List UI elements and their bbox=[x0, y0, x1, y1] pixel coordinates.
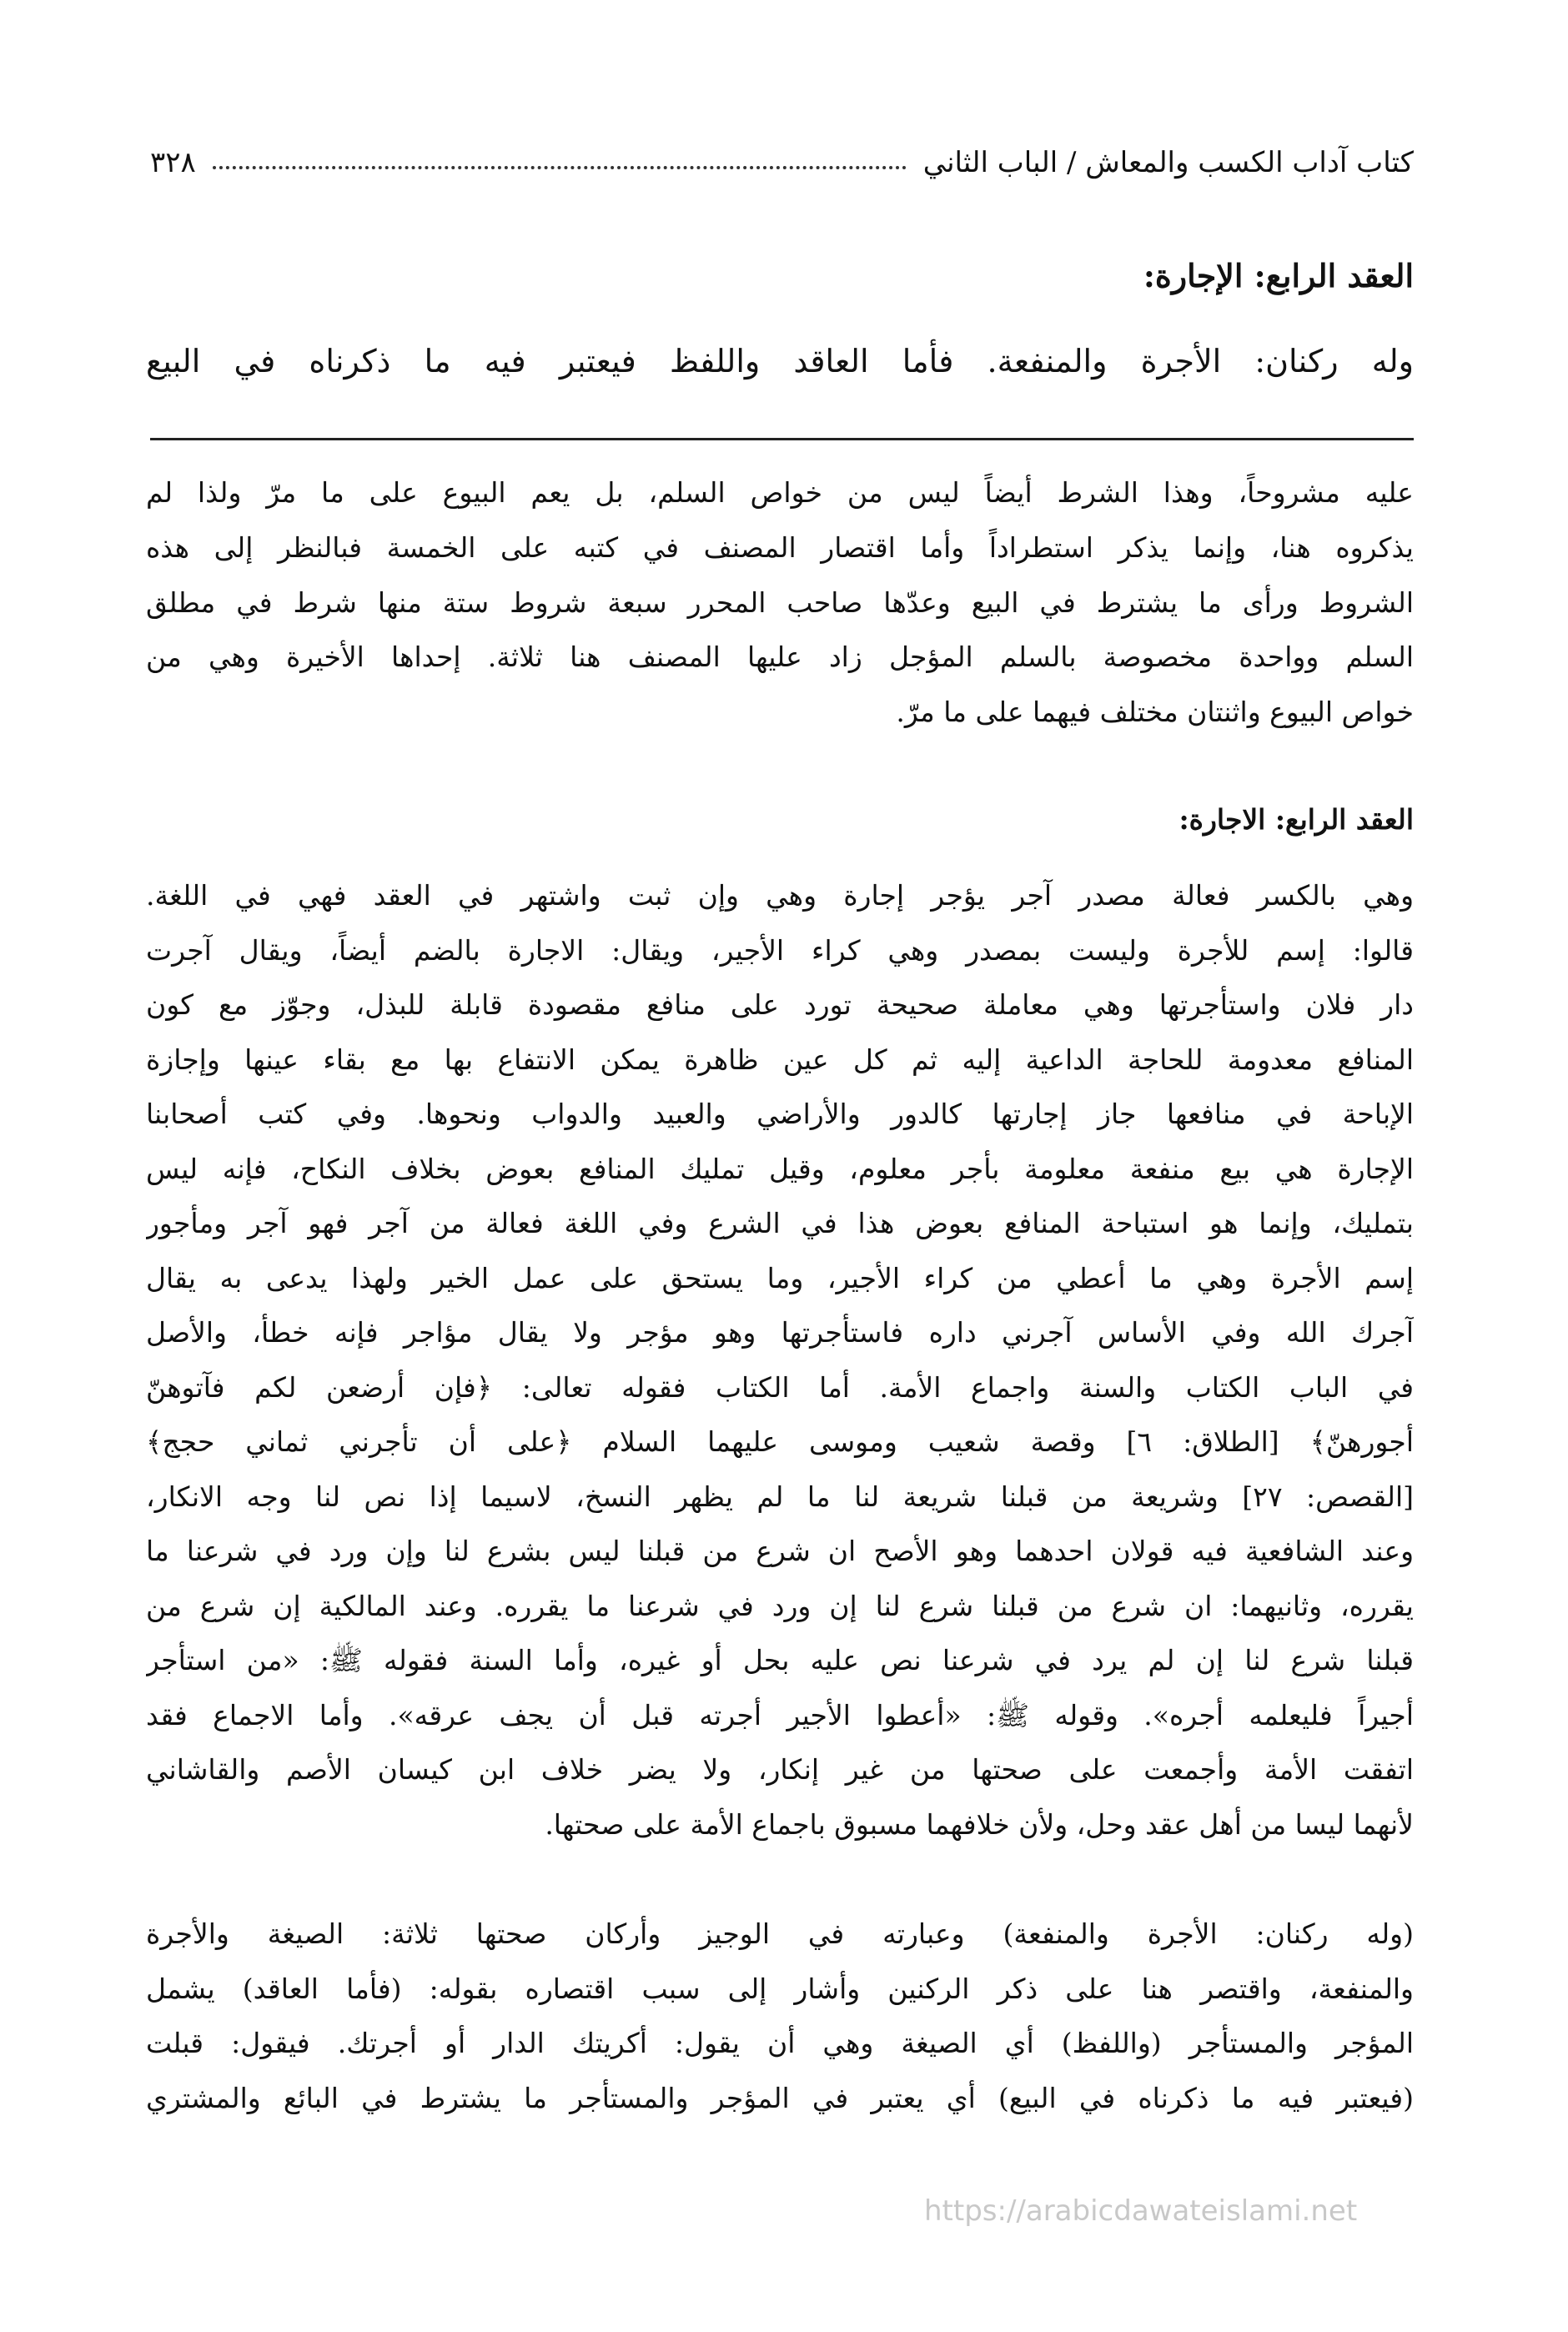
commentary-line: الإجارة هي بيع منفعة معلومة بأجر معلوم، وقيل تمليك المنافع بعوض بخلاف النكاح، فإنه ليس bbox=[146, 1153, 1414, 1185]
commentary-line: السلم وواحدة مخصوصة بالسلم المؤجل زاد عليها المصنف هنا ثلاثة. إحداها الأخيرة وهي من bbox=[146, 641, 1414, 673]
commentary-line: يقرره، وثانيهما: ان شرع من قبلنا شرع لنا إن ورد في شرعنا ما يقرره. وعند المالكية إن شرع من bbox=[146, 1590, 1414, 1622]
running-title: كتاب آداب الكسب والمعاش / الباب الثاني bbox=[922, 146, 1414, 179]
commentary-line: المنافع معدومة للحاجة الداعية إليه ثم كل عين ظاهرة يمكن الانتفاع بها مع بقاء عينها وإجازة bbox=[146, 1043, 1414, 1076]
commentary-line: وهي بالكسر فعالة مصدر آجر يؤجر إجارة وهي وإن ثبت واشتهر في العقد فهي في اللغة. bbox=[146, 879, 1414, 912]
commentary-line: [القصص: ٢٧] وشريعة من قبلنا شريعة لنا ما لم يظهر النسخ، لاسيما إذا نص لنا وجه الانكار، bbox=[146, 1480, 1414, 1513]
commentary-line: أجيراً فليعلمه أجره». وقوله ﷺ: «أعطوا الأجير أجرته قبل أن يجف عرقه». وأما الاجماع فقد bbox=[146, 1699, 1414, 1731]
commentary-line: عليه مشروحاً، وهذا الشرط أيضاً ليس من خواص السلم، بل يعم البيوع على ما مرّ ولذا لم bbox=[146, 476, 1414, 509]
running-header bbox=[150, 138, 1414, 188]
commentary-line: والمنفعة، واقتصر هنا على ذكر الركنين وأشار إلى سبب اقتصاره بقوله: (فأما العاقد) يشمل bbox=[146, 1973, 1414, 2005]
commentary-line: يذكروه هنا، وإنما يذكر استطراداً وأما اقتصار المصنف في كتبه على الخمسة فبالنظر إلى هذه bbox=[146, 531, 1414, 564]
commentary-line: المؤجر والمستأجر (واللفظ) أي الصيغة وهي أن يقول: أكريتك الدار أو أجرتك. فيقول: قبلت bbox=[146, 2027, 1414, 2059]
footnote-divider bbox=[150, 438, 1414, 440]
commentary-line: أجورهنّ﴾ [الطلاق: ٦] وقصة شعيب وموسى عليهما السلام ﴿على أن تأجرني ثماني حجج﴾ bbox=[146, 1425, 1414, 1458]
commentary-line: (فيعتبر فيه ما ذكرناه في البيع) أي يعتبر في المؤجر والمستأجر ما يشترط في البائع والمشتري bbox=[146, 2082, 1414, 2114]
watermark-url: https://arabicdawateislami.net bbox=[924, 2194, 1358, 2228]
commentary-line: في الباب الكتاب والسنة واجماع الأمة. أما الكتاب فقوله تعالى: ﴿فإن أرضعن لكم فآتوهنّ bbox=[146, 1371, 1414, 1404]
main-text-line: وله ركنان: الأجرة والمنفعة. فأما العاقد واللفظ فيعتبر فيه ما ذكرناه في البيع bbox=[146, 343, 1414, 379]
commentary-line: اتفقت الأمة وأجمعت على صحتها من غير إنكار، ولا يضر خلاف ابن كيسان الأصم والقاشاني bbox=[146, 1753, 1414, 1786]
commentary-line: بتمليك، وإنما هو استباحة المنافع بعوض هذا في الشرع وفي اللغة فعالة من آجر فهو آجر ومأجور bbox=[146, 1207, 1414, 1239]
commentary-line: لأنهما ليسا من أهل عقد وحل، ولأن خلافهما مسبوق باجماع الأمة على صحتها. bbox=[545, 1808, 1414, 1841]
page-number: ٣٢٨ bbox=[150, 146, 196, 179]
commentary-line: إسم الأجرة وهي ما أعطي من كراء الأجير، وما يستحق على عمل الخير ولهذا يدعى به يقال bbox=[146, 1262, 1414, 1294]
commentary-line: خواص البيوع واثنتان مختلف فيهما على ما مرّ. bbox=[896, 696, 1414, 728]
commentary-line: قالوا: إسم للأجرة وليست بمصدر وهي كراء الأجير، ويقال: الاجارة بالضم أيضاً، ويقال آجرت bbox=[146, 934, 1414, 967]
commentary-line: قبلنا شرع لنا إن لم يرد في شرعنا نص عليه بحل أو غيره، وأما السنة فقوله ﷺ: «من استأجر bbox=[146, 1644, 1414, 1676]
commentary-line: الشروط ورأى ما يشترط في البيع وعدّها صاحب المحرر سبعة شروط ستة منها شرط في مطلق bbox=[146, 586, 1414, 619]
commentary-line: آجرك الله وفي الأساس آجرني داره فاستأجرتها وهو مؤجر ولا يقال مؤاجر فإنه خطأ، والأصل bbox=[146, 1316, 1414, 1349]
main-heading: العقد الرابع: الإجارة: bbox=[1143, 257, 1414, 294]
leader-dots bbox=[213, 166, 907, 169]
commentary-line: وعند الشافعية فيه قولان احدهما وهو الأصح ان شرع من قبلنا ليس بشرع لنا وإن ورد في شرعنا ما bbox=[146, 1535, 1414, 1567]
commentary-line: دار فلان واستأجرتها وهي معاملة صحيحة تورد على منافع مقصودة قابلة للبذل، وجوّز مع كون bbox=[146, 988, 1414, 1021]
commentary-line: الإباحة في منافعها جاز إجارتها كالدور والأراضي والعبيد والدواب ونحوها. وفي كتب أصحابنا bbox=[146, 1098, 1414, 1130]
commentary-heading: العقد الرابع: الاجارة: bbox=[1179, 803, 1414, 836]
commentary-line: (وله ركنان: الأجرة والمنفعة) وعبارته في الوجيز وأركان صحتها ثلاثة: الصيغة والأجرة bbox=[146, 1917, 1414, 1950]
